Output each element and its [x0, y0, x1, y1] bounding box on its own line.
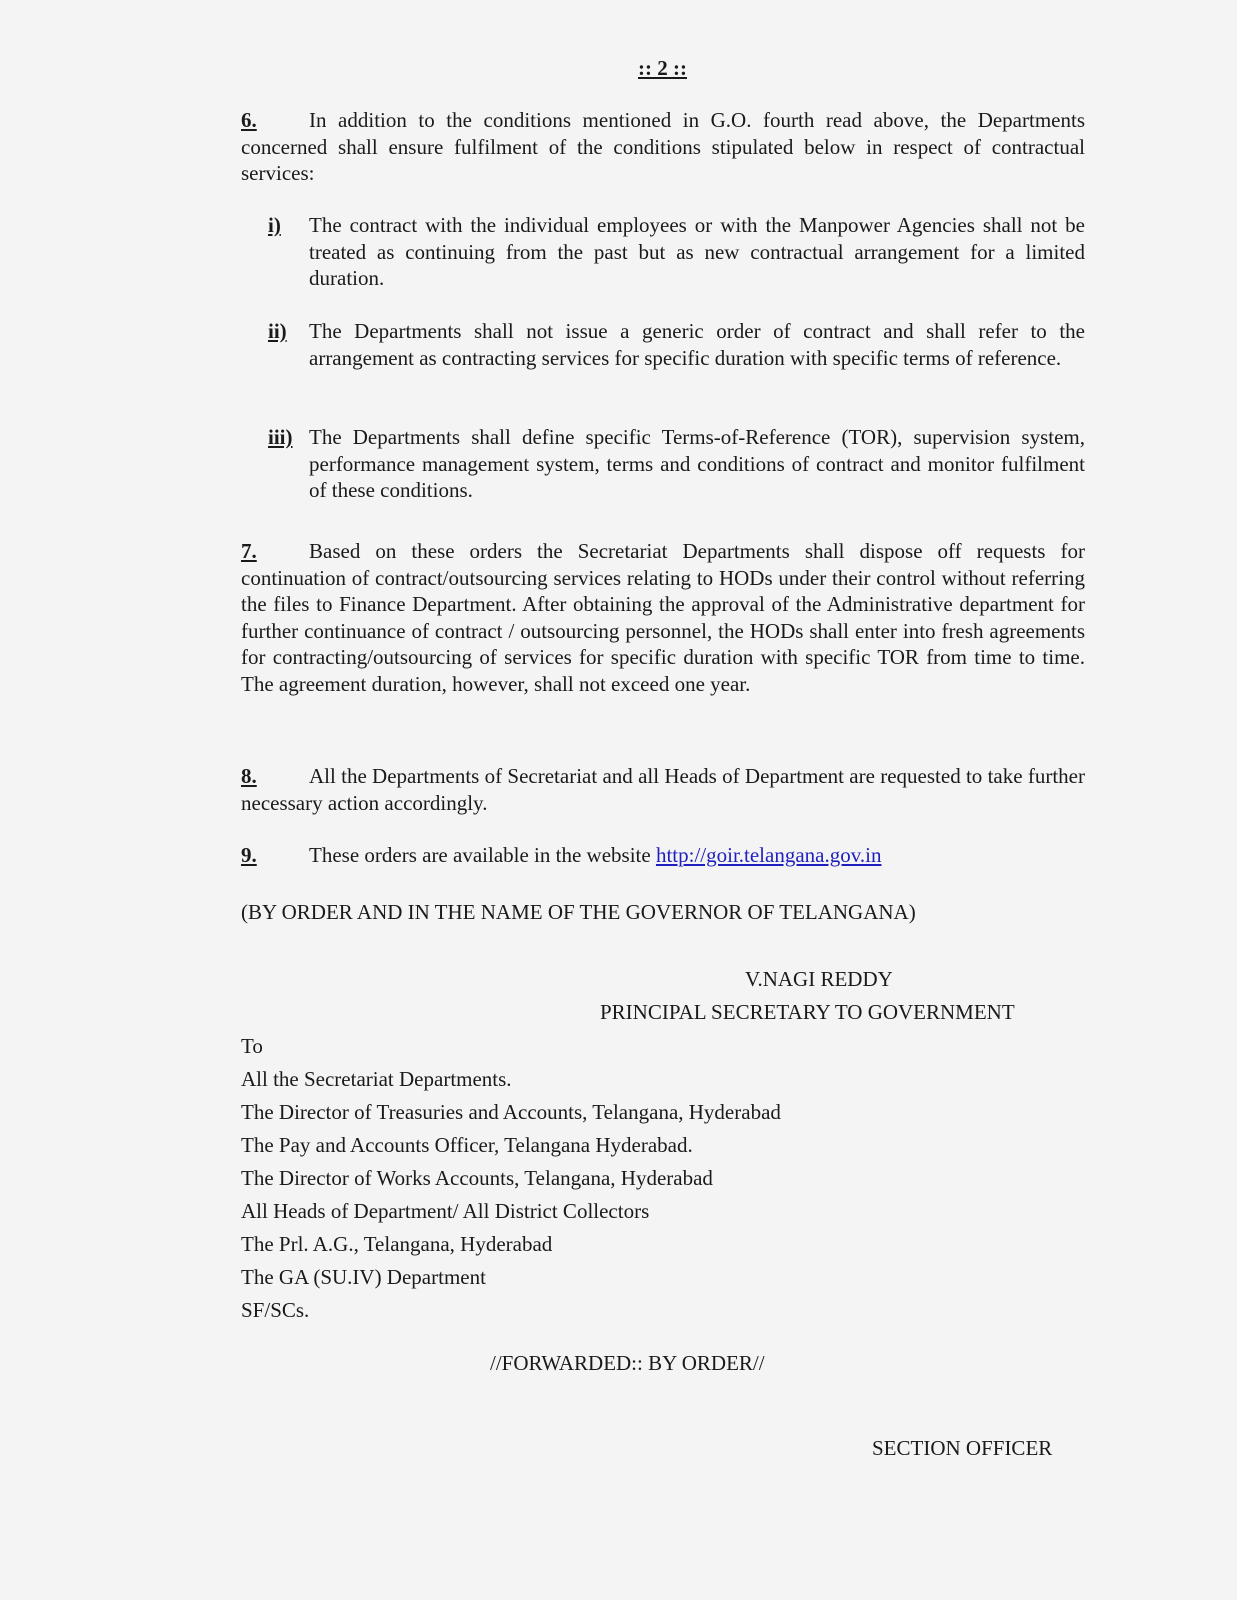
recipient-item: All Heads of Department/ All District Collectors: [241, 1199, 650, 1223]
recipient-item: The GA (SU.IV) Department: [241, 1265, 486, 1289]
sub-item-number: i): [268, 213, 281, 237]
paragraph-6: [241, 107, 1085, 187]
paragraph-8: [241, 763, 1085, 816]
paragraph-7: [241, 538, 1085, 697]
paragraph-text: All the Departments of Secretariat and all Heads of Department are requested to take further necessary action accordingly.: [241, 764, 1085, 815]
sub-item-i: [268, 212, 1085, 292]
sub-item-text: The Departments shall define specific Terms-of-Reference (TOR), supervision system, performance management system, terms and conditions of contract and monitor fulfilment of these conditions.: [309, 425, 1085, 502]
recipient-item: The Pay and Accounts Officer, Telangana Hyderabad.: [241, 1133, 693, 1157]
paragraph-number: 7.: [241, 539, 257, 563]
recipient-item: The Prl. A.G., Telangana, Hyderabad: [241, 1232, 553, 1256]
recipient-item: SF/SCs.: [241, 1298, 310, 1322]
paragraph-text: These orders are available in the website: [309, 843, 651, 867]
paragraph-number: 8.: [241, 764, 257, 788]
sub-item-iii: [268, 424, 1085, 504]
to-label: To: [241, 1034, 263, 1058]
section-officer: SECTION OFFICER: [872, 1436, 1053, 1460]
recipient-item: All the Secretariat Departments.: [241, 1067, 512, 1091]
signatory-title: PRINCIPAL SECRETARY TO GOVERNMENT: [600, 1000, 1015, 1024]
forwarded-line: //FORWARDED:: BY ORDER//: [490, 1351, 765, 1375]
paragraph-text: Based on these orders the Secretariat Departments shall dispose off requests for continuation of contract/outsourcing services relating to HODs under their control without referring the files to Finance Department. After obtaining the approval of the Administrative department for further continuance of contract / outsourcing personnel, the HODs shall enter into fresh agreements for contracting/outsourcing of services for specific duration with specific TOR from time to time. The agreement duration, however, shall not exceed one year.: [241, 539, 1085, 696]
recipient-item: The Director of Treasuries and Accounts, Telangana, Hyderabad: [241, 1100, 781, 1124]
page-number: :: 2 ::: [638, 56, 687, 80]
sub-item-ii: [268, 318, 1085, 371]
sub-item-number: ii): [268, 319, 287, 343]
recipient-list: [241, 1063, 781, 1327]
signatory-name: V.NAGI REDDY: [745, 967, 893, 991]
website-link[interactable]: http://goir.telangana.gov.in: [655, 843, 882, 867]
recipient-item: The Director of Works Accounts, Telangana, Hyderabad: [241, 1166, 713, 1190]
order-line: (BY ORDER AND IN THE NAME OF THE GOVERNOR OF TELANGANA): [241, 900, 916, 924]
sub-item-text: The Departments shall not issue a generic order of contract and shall refer to the arrangement as contracting services for specific duration with specific terms of reference.: [309, 319, 1085, 370]
sub-item-number: iii): [268, 425, 293, 449]
paragraph-number: 9.: [241, 843, 257, 867]
sub-item-text: The contract with the individual employees or with the Manpower Agencies shall not be treated as continuing from the past but as new contractual arrangement for a limited duration.: [309, 213, 1085, 290]
paragraph-text: In addition to the conditions mentioned in G.O. fourth read above, the Departments concerned shall ensure fulfilment of the conditions stipulated below in respect of contractual services:: [241, 108, 1085, 185]
paragraph-number: 6.: [241, 108, 257, 132]
paragraph-9: [241, 842, 1085, 869]
